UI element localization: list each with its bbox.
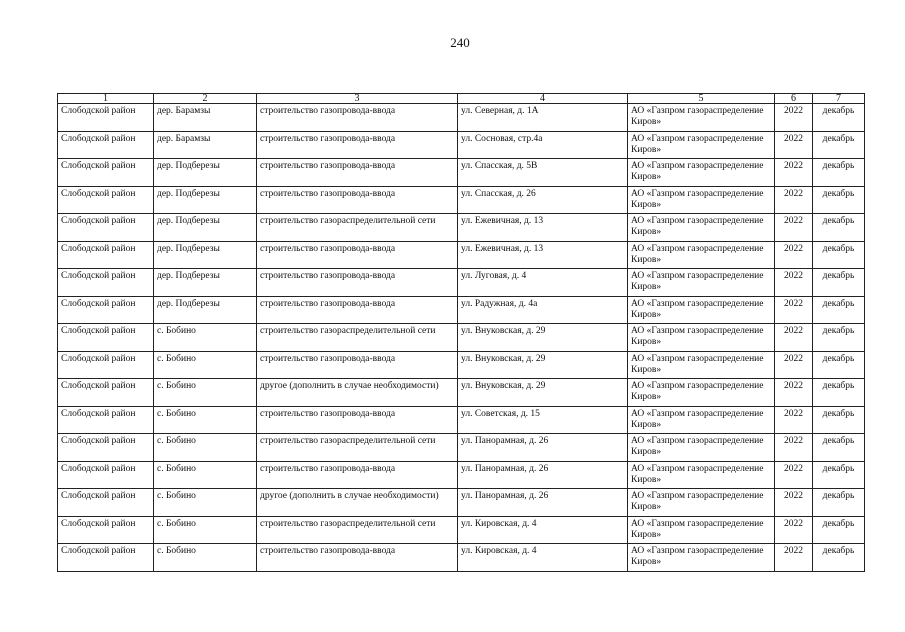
address-cell: ул. Кировская, д. 4 <box>458 516 628 544</box>
column-header: 6 <box>775 94 813 104</box>
operator-cell: АО «Газпром газораспределение Киров» <box>628 379 775 407</box>
address-cell: ул. Панорамная, д. 26 <box>458 434 628 462</box>
address-cell: ул. Панорамная, д. 26 <box>458 461 628 489</box>
district-cell: Слободской район <box>58 351 154 379</box>
month-cell: декабрь <box>813 186 865 214</box>
table-row <box>58 214 865 242</box>
settlement-cell: с. Бобино <box>154 324 257 352</box>
page-number: 240 <box>450 35 470 50</box>
district-cell: Слободской район <box>58 296 154 324</box>
district-cell: Слободской район <box>58 214 154 242</box>
table-row <box>58 351 865 379</box>
month-cell: декабрь <box>813 131 865 159</box>
settlement-cell: дер. Подберезы <box>154 269 257 297</box>
month-cell: декабрь <box>813 296 865 324</box>
year-cell: 2022 <box>775 104 813 132</box>
month-cell: декабрь <box>813 379 865 407</box>
operator-cell: АО «Газпром газораспределение Киров» <box>628 406 775 434</box>
year-cell: 2022 <box>775 269 813 297</box>
month-cell: декабрь <box>813 159 865 187</box>
month-cell: декабрь <box>813 406 865 434</box>
year-cell: 2022 <box>775 379 813 407</box>
month-cell: декабрь <box>813 461 865 489</box>
address-cell: ул. Внуковская, д. 29 <box>458 379 628 407</box>
settlement-cell: дер. Барамзы <box>154 104 257 132</box>
year-cell: 2022 <box>775 296 813 324</box>
work-type-cell: строительство газопровода-ввода <box>257 104 458 132</box>
year-cell: 2022 <box>775 489 813 517</box>
table-row <box>58 296 865 324</box>
table-row <box>58 516 865 544</box>
district-cell: Слободской район <box>58 434 154 462</box>
district-cell: Слободской район <box>58 379 154 407</box>
operator-cell: АО «Газпром газораспределение Киров» <box>628 324 775 352</box>
table-row <box>58 434 865 462</box>
address-cell: ул. Ежевичная, д. 13 <box>458 241 628 269</box>
month-cell: декабрь <box>813 214 865 242</box>
year-cell: 2022 <box>775 434 813 462</box>
operator-cell: АО «Газпром газораспределение Киров» <box>628 461 775 489</box>
month-cell: декабрь <box>813 104 865 132</box>
district-cell: Слободской район <box>58 544 154 572</box>
table-row <box>58 489 865 517</box>
address-cell: ул. Радужная, д. 4а <box>458 296 628 324</box>
table-row <box>58 461 865 489</box>
operator-cell: АО «Газпром газораспределение Киров» <box>628 214 775 242</box>
column-header: 4 <box>458 94 628 104</box>
column-header: 7 <box>813 94 865 104</box>
settlement-cell: с. Бобино <box>154 489 257 517</box>
settlement-cell: с. Бобино <box>154 434 257 462</box>
month-cell: декабрь <box>813 351 865 379</box>
table-row <box>58 186 865 214</box>
district-cell: Слободской район <box>58 324 154 352</box>
work-type-cell: строительство газопровода-ввода <box>257 351 458 379</box>
settlement-cell: с. Бобино <box>154 406 257 434</box>
district-cell: Слободской район <box>58 489 154 517</box>
operator-cell: АО «Газпром газораспределение Киров» <box>628 544 775 572</box>
operator-cell: АО «Газпром газораспределение Киров» <box>628 516 775 544</box>
table-row <box>58 406 865 434</box>
month-cell: декабрь <box>813 269 865 297</box>
table-row <box>58 159 865 187</box>
operator-cell: АО «Газпром газораспределение Киров» <box>628 351 775 379</box>
address-cell: ул. Внуковская, д. 29 <box>458 324 628 352</box>
settlement-cell: дер. Подберезы <box>154 214 257 242</box>
work-type-cell: строительство газораспределительной сети <box>257 324 458 352</box>
year-cell: 2022 <box>775 186 813 214</box>
address-cell: ул. Ежевичная, д. 13 <box>458 214 628 242</box>
address-cell: ул. Панорамная, д. 26 <box>458 489 628 517</box>
settlement-cell: дер. Подберезы <box>154 186 257 214</box>
table-row <box>58 269 865 297</box>
table-body <box>58 104 865 572</box>
settlement-cell: с. Бобино <box>154 516 257 544</box>
work-type-cell: строительство газопровода-ввода <box>257 269 458 297</box>
table-row <box>58 104 865 132</box>
table-row <box>58 131 865 159</box>
settlement-cell: дер. Подберезы <box>154 241 257 269</box>
work-type-cell: строительство газораспределительной сети <box>257 434 458 462</box>
year-cell: 2022 <box>775 544 813 572</box>
address-cell: ул. Сосновая, стр.4а <box>458 131 628 159</box>
year-cell: 2022 <box>775 406 813 434</box>
work-type-cell: другое (дополнить в случае необходимости) <box>257 379 458 407</box>
year-cell: 2022 <box>775 214 813 242</box>
district-cell: Слободской район <box>58 461 154 489</box>
work-type-cell: строительство газораспределительной сети <box>257 516 458 544</box>
table-row <box>58 379 865 407</box>
district-cell: Слободской район <box>58 186 154 214</box>
header-row <box>58 94 865 104</box>
year-cell: 2022 <box>775 351 813 379</box>
operator-cell: АО «Газпром газораспределение Киров» <box>628 104 775 132</box>
column-header: 5 <box>628 94 775 104</box>
work-type-cell: строительство газораспределительной сети <box>257 214 458 242</box>
work-type-cell: строительство газопровода-ввода <box>257 406 458 434</box>
work-type-cell: строительство газопровода-ввода <box>257 159 458 187</box>
month-cell: декабрь <box>813 434 865 462</box>
district-cell: Слободской район <box>58 241 154 269</box>
work-type-cell: строительство газопровода-ввода <box>257 461 458 489</box>
settlement-cell: дер. Подберезы <box>154 159 257 187</box>
column-header: 2 <box>154 94 257 104</box>
settlement-cell: с. Бобино <box>154 379 257 407</box>
address-cell: ул. Внуковская, д. 29 <box>458 351 628 379</box>
settlement-cell: с. Бобино <box>154 351 257 379</box>
district-cell: Слободской район <box>58 269 154 297</box>
operator-cell: АО «Газпром газораспределение Киров» <box>628 186 775 214</box>
work-type-cell: другое (дополнить в случае необходимости) <box>257 489 458 517</box>
address-cell: ул. Спасская, д. 5В <box>458 159 628 187</box>
settlement-cell: с. Бобино <box>154 461 257 489</box>
work-type-cell: строительство газопровода-ввода <box>257 544 458 572</box>
year-cell: 2022 <box>775 516 813 544</box>
district-cell: Слободской район <box>58 104 154 132</box>
month-cell: декабрь <box>813 516 865 544</box>
operator-cell: АО «Газпром газораспределение Киров» <box>628 434 775 462</box>
operator-cell: АО «Газпром газораспределение Киров» <box>628 131 775 159</box>
month-cell: декабрь <box>813 489 865 517</box>
work-type-cell: строительство газопровода-ввода <box>257 186 458 214</box>
gasification-table <box>57 93 865 572</box>
district-cell: Слободской район <box>58 406 154 434</box>
year-cell: 2022 <box>775 131 813 159</box>
district-cell: Слободской район <box>58 131 154 159</box>
settlement-cell: дер. Подберезы <box>154 296 257 324</box>
district-cell: Слободской район <box>58 516 154 544</box>
operator-cell: АО «Газпром газораспределение Киров» <box>628 241 775 269</box>
work-type-cell: строительство газопровода-ввода <box>257 241 458 269</box>
column-header: 1 <box>58 94 154 104</box>
month-cell: декабрь <box>813 324 865 352</box>
table-row <box>58 241 865 269</box>
address-cell: ул. Спасская, д. 26 <box>458 186 628 214</box>
address-cell: ул. Кировская, д. 4 <box>458 544 628 572</box>
column-header: 3 <box>257 94 458 104</box>
year-cell: 2022 <box>775 324 813 352</box>
operator-cell: АО «Газпром газораспределение Киров» <box>628 489 775 517</box>
settlement-cell: дер. Барамзы <box>154 131 257 159</box>
work-type-cell: строительство газопровода-ввода <box>257 131 458 159</box>
address-cell: ул. Луговая, д. 4 <box>458 269 628 297</box>
year-cell: 2022 <box>775 461 813 489</box>
table-row <box>58 324 865 352</box>
address-cell: ул. Советская, д. 15 <box>458 406 628 434</box>
table-row <box>58 544 865 572</box>
operator-cell: АО «Газпром газораспределение Киров» <box>628 159 775 187</box>
month-cell: декабрь <box>813 544 865 572</box>
year-cell: 2022 <box>775 159 813 187</box>
operator-cell: АО «Газпром газораспределение Киров» <box>628 296 775 324</box>
district-cell: Слободской район <box>58 159 154 187</box>
month-cell: декабрь <box>813 241 865 269</box>
address-cell: ул. Северная, д. 1А <box>458 104 628 132</box>
operator-cell: АО «Газпром газораспределение Киров» <box>628 269 775 297</box>
year-cell: 2022 <box>775 241 813 269</box>
settlement-cell: с. Бобино <box>154 544 257 572</box>
work-type-cell: строительство газопровода-ввода <box>257 296 458 324</box>
